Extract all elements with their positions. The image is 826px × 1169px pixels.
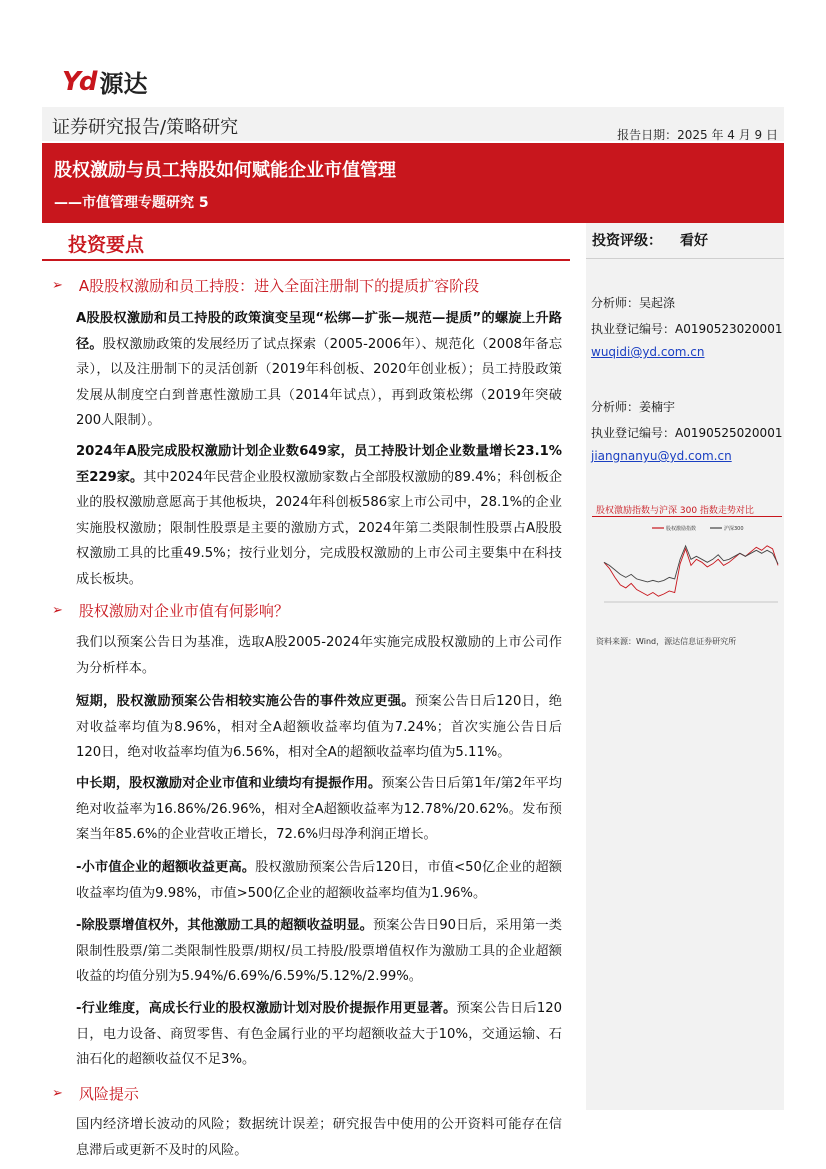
paragraph <box>76 996 562 1073</box>
arrow-bullet-icon: ➢ <box>52 1086 63 1101</box>
report-category: 证券研究报告/策略研究 <box>52 117 239 138</box>
logo-mark: Yd <box>62 66 96 97</box>
analyst-reg-number: 执业登记编号：A0190523020001 <box>591 322 783 336</box>
section-title-text: 风险提示 <box>78 1085 139 1103</box>
chart-title-divider <box>592 516 782 517</box>
legend-label: 股权激励指数 <box>666 526 697 532</box>
heading-divider <box>42 259 570 261</box>
paragraph-body: 股权激励预案公告后120日，市值<50亿企业的超额收益率均值为9.98%，市值>500亿企业的超额收益率均值为1.96%。 <box>76 860 562 901</box>
section-heading: 投资要点 <box>68 234 145 256</box>
paragraph-lead: 2024年A股完成股权激励计划企业数649家，员工持股计划企业数量增长23.1%至229家。 <box>76 444 562 485</box>
paragraph-body: 预案公告日后第1年/第2年平均绝对收益率为16.86%/26.96%，相对全A超额收益率为12.78%/20.62%。发布预案当年85.6%的企业营收正增长，72.6%归母净利润正增长。 <box>76 776 562 842</box>
paragraph <box>76 439 562 592</box>
analyst-reg-number: 执业登记编号：A0190525020001 <box>591 426 783 440</box>
index-comparison-chart <box>592 520 782 632</box>
paragraph-body: 预案公告日后120日，电力设备、商贸零售、有色金属行业的平均超额收益大于10%，交通运输、石油石化的超额收益仅不足3%。 <box>76 1001 562 1067</box>
paragraph <box>76 630 562 681</box>
series-line <box>604 546 778 596</box>
company-logo <box>62 64 147 99</box>
paragraph-lead: 中长期，股权激励对企业市值和业绩均有提振作用。 <box>76 776 382 791</box>
section-title-text: 股权激励对企业市值有何影响？ <box>78 602 289 620</box>
paragraph <box>76 689 562 766</box>
paragraph-lead: -小市值企业的超额收益更高。 <box>76 860 256 875</box>
paragraph-body: 预案公告日90日后，采用第一类限制性股票/第二类限制性股票/期权/员工持股/股票增值权作为激励工具的企业超额收益的均值分别为5.94%/6.69%/6.59%/5.12%/2.99%。 <box>76 918 562 984</box>
arrow-bullet-icon: ➢ <box>52 278 63 293</box>
paragraph-lead: 短期，股权激励预案公告相较实施公告的事件效应更强。 <box>76 694 415 709</box>
analyst-name: 分析师：吴起涤 <box>591 296 676 310</box>
section-title <box>52 275 479 296</box>
rating-label: 投资评级： <box>592 233 662 249</box>
report-subtitle: ——市值管理专题研究 5 <box>54 195 209 211</box>
chart-source: 资料来源：Wind，源达信息证券研究所 <box>596 637 737 646</box>
paragraph <box>76 913 562 990</box>
paragraph <box>76 855 562 906</box>
paragraph-lead: -行业维度，高成长行业的股权激励计划对股价提振作用更显著。 <box>76 1001 457 1016</box>
analyst-email-link[interactable]: wuqidi@yd.com.cn <box>591 345 705 359</box>
chart-title: 股权激励指数与沪深 300 指数走势对比 <box>596 506 754 516</box>
report-title: 股权激励与员工持股如何赋能企业市值管理 <box>54 160 396 181</box>
section-title <box>52 1083 139 1104</box>
paragraph <box>76 1112 562 1163</box>
paragraph-body: 其中2024年民营企业股权激励家数占全部股权激励的89.4%；科创板企业的股权激励意愿高于其他板块，2024年科创板586家上市公司中，28.1%的企业实施股权激励；限制性股票是主要的激励方式，2024年第二类限制性股票占A股股权激励工具的比重49.5%；按行业划分，完成股权激励的上市公司主要集中在科技成长板块。 <box>76 469 563 587</box>
legend-label: 沪深300 <box>724 526 744 532</box>
paragraph-body: 股权激励政策的发展经历了试点探索（2005-2006年）、规范化（2008年备忘录），以及注册制下的灵活创新（2019年科创板、2020年创业板）；员工持股政策发展从制度空白到普惠性激励工具（2014年试点），再到政策松绑（2019年突破200人限制）。 <box>76 336 563 428</box>
paragraph-lead: A股股权激励和员工持股的政策演变呈现“松绑—扩张—规范—提质”的螺旋上升路径。 <box>76 311 562 352</box>
analyst-name: 分析师：姜楠宇 <box>591 400 676 414</box>
section-title <box>52 600 289 621</box>
rating-value: 看好 <box>680 233 708 249</box>
paragraph-body: 国内经济增长波动的风险；数据统计误差；研究报告中使用的公开资料可能存在信息滞后或更新不及时的风险。 <box>76 1117 562 1158</box>
paragraph <box>76 771 562 848</box>
report-date: 报告日期：2025 年 4 月 9 日 <box>617 128 778 142</box>
section-title-text: A股股权激励和员工持股：进入全面注册制下的提质扩容阶段 <box>78 277 480 295</box>
paragraph-body: 预案公告日后120日，绝对收益率均值为8.96%，相对全A超额收益率均值为7.24%；首次实施公告日后120日，绝对收益率均值为6.56%，相对全A的超额收益率均值为5.11%。 <box>76 694 562 760</box>
paragraph-lead: -除股票增值权外，其他激励工具的超额收益明显。 <box>76 918 373 933</box>
sidebar-divider <box>586 258 784 259</box>
analyst-email-link[interactable]: jiangnanyu@yd.com.cn <box>591 449 732 463</box>
logo-text: 源达 <box>99 70 148 98</box>
arrow-bullet-icon: ➢ <box>52 603 63 618</box>
paragraph <box>76 306 562 434</box>
paragraph-body: 我们以预案公告日为基准，选取A股2005-2024年实施完成股权激励的上市公司作为分析样本。 <box>76 635 562 676</box>
investment-rating <box>592 230 708 250</box>
